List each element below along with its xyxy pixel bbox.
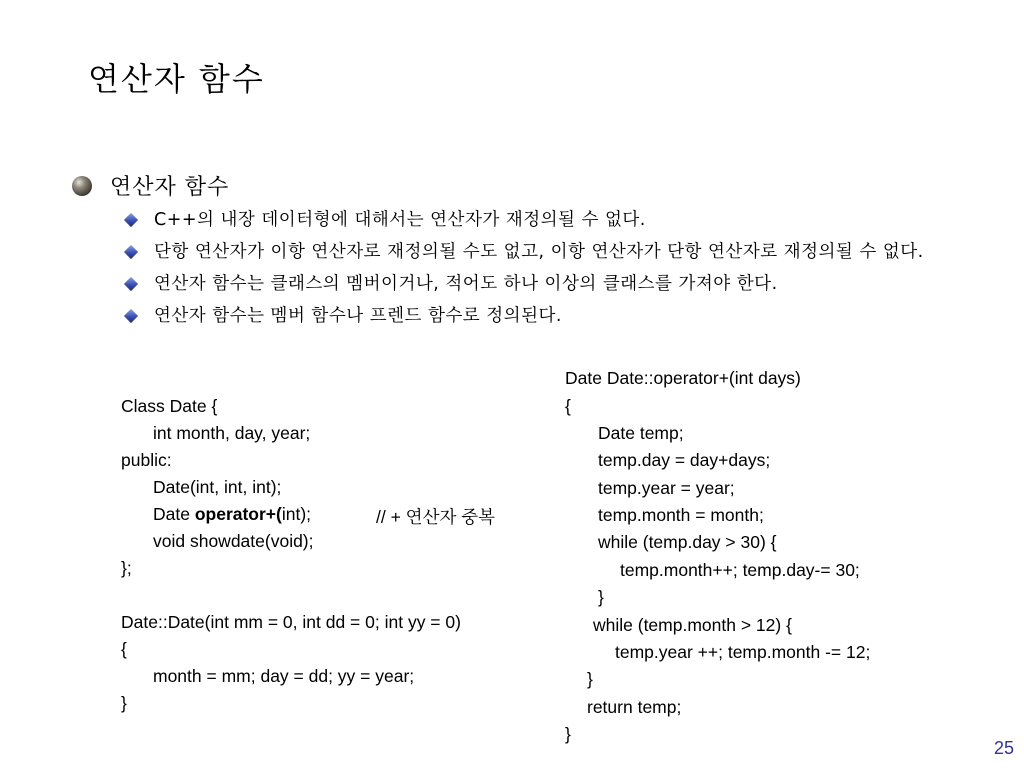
sub-bullet-list [124,206,974,334]
code-text: Date [153,504,195,524]
code-line: public: [121,450,172,470]
slide-title: 연산자 함수 [88,60,265,98]
code-line: Class Date { [121,396,218,416]
code-line: } [587,669,593,689]
code-line: Date Date::operator+(int days) [565,368,801,388]
code-line: return temp; [587,697,682,717]
code-line: temp.month++; temp.day-= 30; [620,560,860,580]
main-point-label: 연산자 함수 [110,175,230,200]
sub-bullet-text: 단항 연산자가 이항 연산자로 재정의될 수도 없고, 이항 연산자가 단항 연산자로 재정의될 수 없다. [154,242,924,262]
sub-bullet [124,206,974,234]
code-line: Date::Date(int mm = 0, int dd = 0; int yy = 0) [121,612,461,632]
sphere-bullet-icon [72,176,92,196]
code-text: int); [281,504,312,524]
sub-bullet [124,238,974,266]
code-line: } [598,587,604,607]
sub-bullet-text: 연산자 함수는 멤버 함수나 프렌드 함수로 정의된다. [154,306,562,326]
diamond-bullet-icon [124,245,138,259]
code-line: { [565,396,571,416]
code-line: while (temp.month > 12) { [593,615,792,635]
operator-declaration-line [153,504,311,525]
code-line: int month, day, year; [153,423,311,443]
sub-bullet [124,302,974,330]
code-line: temp.day = day+days; [598,450,771,470]
code-line: Date(int, int, int); [153,477,282,497]
sub-bullet-text: 연산자 함수는 클래스의 멤버이거나, 적어도 하나 이상의 클래스를 가져야 한다. [154,274,778,294]
diamond-bullet-icon [124,213,138,227]
code-line: }; [121,558,132,578]
code-line: void showdate(void); [153,531,314,551]
operator-keyword: operator+( [194,504,282,524]
code-line: } [121,693,127,713]
code-line: { [121,639,127,659]
code-line: temp.year = year; [598,478,735,498]
sub-bullet [124,270,974,298]
code-comment: // + 연산자 중복 [376,507,496,527]
page-number: 25 [993,738,1014,758]
sub-bullet-text: C++의 내장 데이터형에 대해서는 연산자가 재정의될 수 없다. [154,210,646,230]
code-line: month = mm; day = dd; yy = year; [153,666,415,686]
code-line: temp.month = month; [598,505,764,525]
diamond-bullet-icon [124,309,138,323]
code-line: Date temp; [598,423,684,443]
code-line: while (temp.day > 30) { [598,532,777,552]
code-line: } [565,724,571,744]
diamond-bullet-icon [124,277,138,291]
code-line: temp.year ++; temp.month -= 12; [615,642,871,662]
